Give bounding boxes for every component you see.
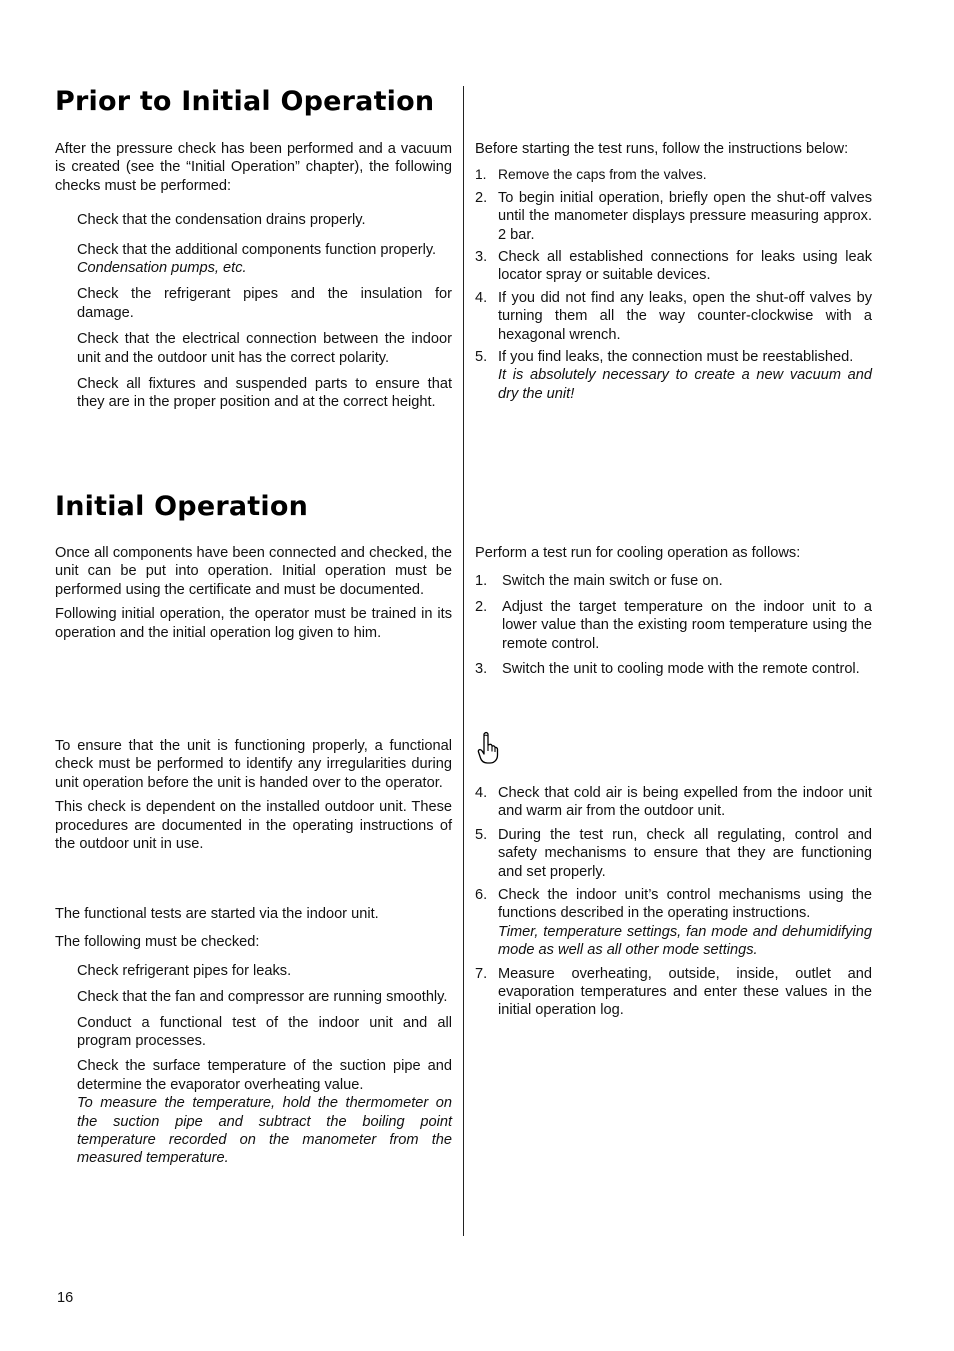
initial-p1: Once all components have been connected and checked, the unit can be put into operation. Initial operation must be performed using the certificate and must be documented. xyxy=(55,545,452,598)
test-step-6: 6. Check the indoor unit’s control mechanisms using the functions described in the operating instructions. Timer, temperature settings, fan mode and dehumidifying mode as well as all other mode settings. xyxy=(475,887,872,959)
initial-p4: This check is dependent on the installed outdoor unit. These procedures are documented in the operating instructions of the outdoor unit in use. xyxy=(55,799,452,853)
prior-check-5: Check all fixtures and suspended parts to ensure that they are in the proper position and at the correct height. xyxy=(77,376,452,411)
test-step-2: 2. Adjust the target temperature on the indoor unit to a lower value than the existing room temperature using the remote control. xyxy=(475,598,872,652)
initial-left-checks xyxy=(55,905,452,1168)
prior-step-5: 5. If you find leaks, the connection must be reestablished. It is absolutely necessary to create a new vacuum and dry the unit! xyxy=(475,349,872,402)
initial-check-1: Check refrigerant pipes for leaks. xyxy=(77,962,292,979)
prior-right-column xyxy=(475,140,872,403)
initial-check-4: Check the surface temperature of the suction pipe and determine the evaporator overheating value. xyxy=(77,1058,452,1093)
initial-check-3: Conduct a functional test of the indoor unit and all program processes. xyxy=(77,1014,452,1050)
initial-p3: To ensure that the unit is functioning properly, a functional check must be performed to identify any irregularities during unit operation before the unit is handed over to the operator. xyxy=(55,738,452,791)
heading-initial-operation: Initial Operation xyxy=(55,491,309,522)
pointing-hand-icon xyxy=(477,731,499,765)
prior-step-4: 4. If you did not find any leaks, open the shut-off valves by turning them all the way counter-clockwise with a hexagonal wrench. xyxy=(475,289,872,343)
initial-left-functional xyxy=(55,737,452,853)
prior-check-3: Check the refrigerant pipes and the insulation for damage. xyxy=(77,286,452,321)
prior-intro: After the pressure check has been performed and a vacuum is created (see the “Initial Operation” chapter), the following checks must be performed: xyxy=(55,141,452,194)
prior-check-list xyxy=(77,211,452,412)
initial-check-2: Check that the fan and compressor are running smoothly. xyxy=(77,989,448,1006)
prior-check-4: Check that the electrical connection between the indoor unit and the outdoor unit has the correct polarity. xyxy=(77,331,452,366)
prior-check-2: Check that the additional components function properly. xyxy=(77,241,437,258)
prior-step-1: 1. Remove the caps from the valves. xyxy=(475,167,707,183)
initial-right-bottom xyxy=(475,784,872,1020)
test-step-3: 3. Switch the unit to cooling mode with the remote control. xyxy=(475,661,860,678)
test-step-1: 1. Switch the main switch or fuse on. xyxy=(475,573,723,590)
column-divider xyxy=(463,86,464,1236)
initial-p2: Following initial operation, the operator must be trained in its operation and the initial operation log given to him. xyxy=(55,606,452,641)
initial-check-4-note: To measure the temperature, hold the thermometer on the suction pipe and subtract the boiling point temperature recorded on the manometer from the measured temperature. xyxy=(77,1095,452,1167)
prior-check-1: Check that the condensation drains properly. xyxy=(77,212,366,229)
initial-check-list xyxy=(77,962,452,1168)
initial-p6: The following must be checked: xyxy=(55,934,260,951)
initial-right-intro: Perform a test run for cooling operation as follows: xyxy=(475,545,801,561)
test-step-4: 4. Check that cold air is being expelled from the indoor unit and warm air from the outdoor unit. xyxy=(475,785,872,820)
test-step-7: 7. Measure overheating, outside, inside, outlet and evaporation temperatures and enter these values in the initial operation log. xyxy=(475,965,872,1019)
initial-left-top xyxy=(55,544,452,642)
test-step-5: 5. During the test run, check all regulating, control and safety mechanisms to ensure that they are functioning and set properly. xyxy=(475,826,872,880)
prior-step-3: 3. Check all established connections for leaks using leak locator spray or suitable devices. xyxy=(475,249,872,284)
prior-step-2: 2. To begin initial operation, briefly open the shut-off valves until the manometer displays pressure measuring approx. 2 bar. xyxy=(475,189,872,243)
initial-p5: The functional tests are started via the indoor unit. xyxy=(55,906,379,922)
page-number: 16 xyxy=(57,1290,74,1306)
prior-step-5-note: It is absolutely necessary to create a new vacuum and dry the unit! xyxy=(498,367,872,402)
prior-right-intro: Before starting the test runs, follow the instructions below: xyxy=(475,141,849,157)
initial-right-top xyxy=(475,544,872,678)
prior-left-column xyxy=(55,140,452,412)
prior-check-2-note: Condensation pumps, etc. xyxy=(77,260,247,277)
test-step-6-note: Timer, temperature settings, fan mode and dehumidifying mode as well as all other mode settings. xyxy=(498,923,872,959)
heading-prior-to-initial-operation: Prior to Initial Operation xyxy=(55,86,435,117)
